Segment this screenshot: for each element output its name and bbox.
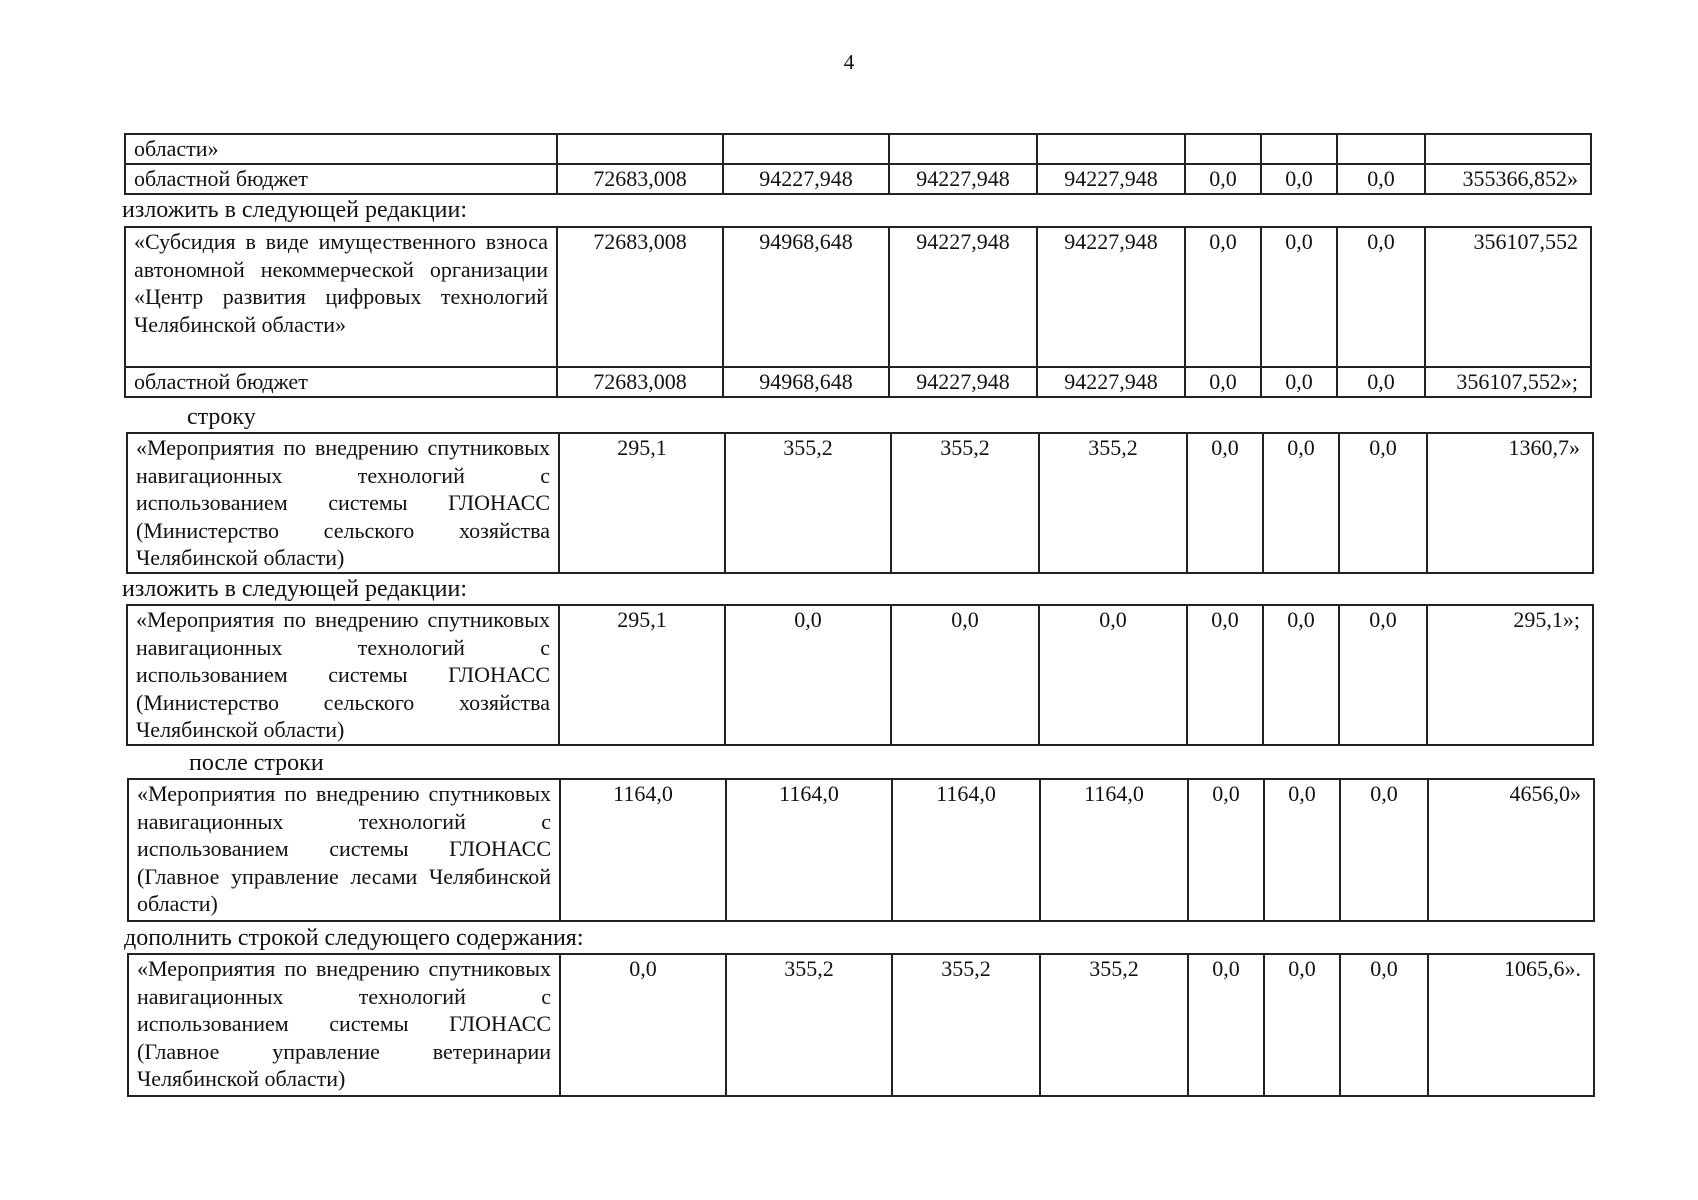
cell-value: 0,0 [1264, 954, 1340, 1096]
cell-value: 0,0 [1039, 605, 1187, 745]
cell-total: 355366,852» [1425, 164, 1591, 194]
cell-value: 0,0 [1340, 779, 1428, 921]
row-description: «Мероприятия по внедрению спутниковых навигационных технологий с использованием системы ГЛОНАСС (Министерство сельского хозяйства Челябинской области) [127, 433, 559, 573]
cell-value: 72683,008 [557, 227, 723, 367]
cell-value: 0,0 [1261, 227, 1337, 367]
cell-value [1337, 134, 1425, 164]
cell-value: 355,2 [1040, 954, 1188, 1096]
cell-value: 0,0 [1185, 164, 1261, 194]
cell-value: 94227,948 [889, 367, 1037, 397]
cell-value: 0,0 [1187, 433, 1263, 573]
cell-value: 0,0 [1188, 954, 1264, 1096]
row-description: областной бюджет [125, 367, 557, 397]
cell-total: 356107,552 [1425, 227, 1591, 367]
cell-value: 0,0 [1263, 605, 1339, 745]
cell-total: 1065,6». [1428, 954, 1594, 1096]
row-description: «Мероприятия по внедрению спутниковых навигационных технологий с использованием системы ГЛОНАСС (Главное управление лесами Челябинской области) [128, 779, 560, 921]
page-number: 4 [843, 50, 855, 74]
instruction-label: изложить в следующей редакции: [122, 197, 468, 223]
cell-value: 0,0 [1185, 367, 1261, 397]
cell-value: 1164,0 [726, 779, 892, 921]
cell-value: 295,1 [559, 605, 725, 745]
cell-value: 295,1 [559, 433, 725, 573]
row-description: областной бюджет [125, 164, 557, 194]
cell-total [1425, 134, 1591, 164]
cell-value [1185, 134, 1261, 164]
cell-value: 94227,948 [1037, 164, 1185, 194]
table-row [128, 954, 1594, 1096]
cell-value: 0,0 [1187, 605, 1263, 745]
cell-value: 0,0 [1337, 367, 1425, 397]
table-f [127, 953, 1595, 1097]
cell-value: 94227,948 [1037, 227, 1185, 367]
cell-value [1037, 134, 1185, 164]
cell-value [557, 134, 723, 164]
cell-value: 0,0 [1339, 605, 1427, 745]
cell-value: 355,2 [891, 433, 1039, 573]
row-description: «Мероприятия по внедрению спутниковых навигационных технологий с использованием системы ГЛОНАСС (Главное управление ветеринарии Челябинской области) [128, 954, 560, 1096]
cell-value: 1164,0 [1040, 779, 1188, 921]
cell-value: 0,0 [560, 954, 726, 1096]
table-row [125, 227, 1591, 367]
cell-value: 0,0 [1261, 164, 1337, 194]
cell-value: 1164,0 [560, 779, 726, 921]
table-row [127, 605, 1593, 745]
instruction-label: после строки [189, 750, 324, 776]
cell-value [1261, 134, 1337, 164]
instruction-label: изложить в следующей редакции: [122, 576, 468, 602]
cell-value: 0,0 [1340, 954, 1428, 1096]
cell-value: 0,0 [1339, 433, 1427, 573]
table-row [127, 433, 1593, 573]
cell-value: 94227,948 [889, 164, 1037, 194]
cell-value: 355,2 [726, 954, 892, 1096]
table-row [128, 779, 1594, 921]
cell-total: 1360,7» [1427, 433, 1593, 573]
cell-total: 4656,0» [1428, 779, 1594, 921]
cell-value: 72683,008 [557, 367, 723, 397]
cell-value: 0,0 [1261, 367, 1337, 397]
row-description: «Мероприятия по внедрению спутниковых навигационных технологий с использованием системы ГЛОНАСС (Министерство сельского хозяйства Челябинской области) [127, 605, 559, 745]
cell-total: 295,1»; [1427, 605, 1593, 745]
table-e [127, 778, 1595, 922]
table-b [124, 226, 1592, 398]
instruction-label: дополнить строкой следующего содержания: [124, 925, 584, 951]
table-a [124, 133, 1592, 195]
cell-value: 0,0 [1264, 779, 1340, 921]
cell-value: 0,0 [1188, 779, 1264, 921]
cell-value: 0,0 [891, 605, 1039, 745]
cell-value: 94968,648 [723, 367, 889, 397]
table-row [125, 164, 1591, 194]
cell-value: 0,0 [1337, 164, 1425, 194]
table-row [125, 134, 1591, 164]
cell-value [723, 134, 889, 164]
table-row [125, 367, 1591, 397]
cell-value: 94968,648 [723, 227, 889, 367]
cell-value: 72683,008 [557, 164, 723, 194]
cell-value [889, 134, 1037, 164]
cell-value: 0,0 [1337, 227, 1425, 367]
cell-value: 0,0 [1263, 433, 1339, 573]
table-c [126, 432, 1594, 574]
table-d [126, 604, 1594, 746]
cell-value: 355,2 [1039, 433, 1187, 573]
row-description: «Субсидия в виде имущественного взноса автономной некоммерческой организации «Центр развития цифровых технологий Челябинской области» [125, 227, 557, 367]
cell-value: 94227,948 [1037, 367, 1185, 397]
cell-value: 355,2 [892, 954, 1040, 1096]
cell-value: 355,2 [725, 433, 891, 573]
cell-value: 0,0 [725, 605, 891, 745]
cell-value: 94227,948 [889, 227, 1037, 367]
instruction-label: строку [187, 404, 256, 430]
row-description: области» [125, 134, 557, 164]
cell-total: 356107,552»; [1425, 367, 1591, 397]
cell-value: 0,0 [1185, 227, 1261, 367]
cell-value: 1164,0 [892, 779, 1040, 921]
cell-value: 94227,948 [723, 164, 889, 194]
